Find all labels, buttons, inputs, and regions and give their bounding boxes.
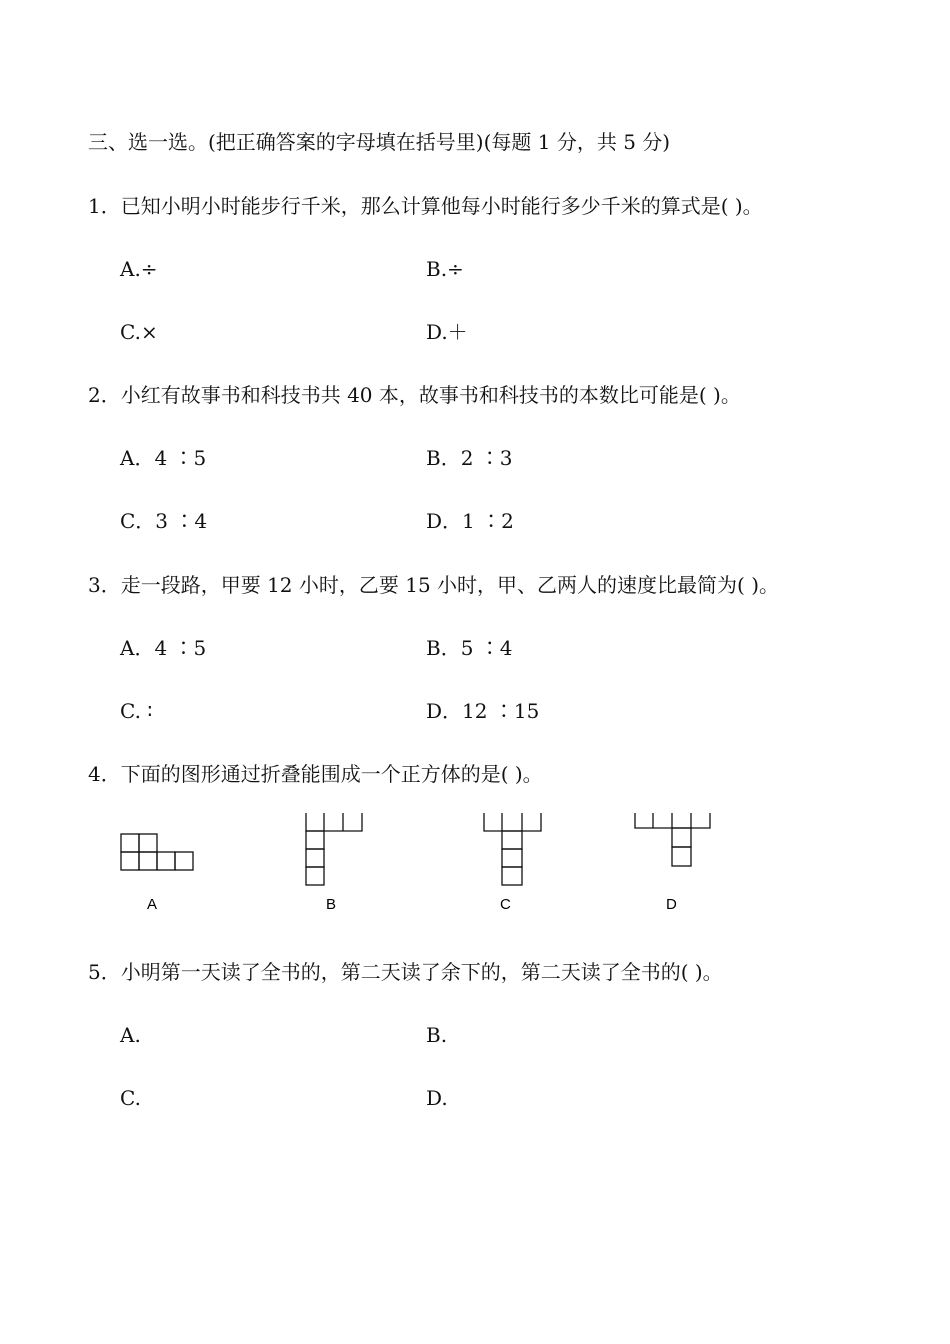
cube-net-a[interactable]	[121, 834, 193, 870]
question-5-option-b[interactable]: B.	[426, 1023, 448, 1047]
question-5-option-c[interactable]: C.	[120, 1086, 141, 1110]
question-1-option-b[interactable]: B.÷	[426, 257, 464, 281]
cube-net-c[interactable]	[484, 813, 541, 885]
cube-net-d[interactable]	[635, 813, 710, 866]
question-1-option-a[interactable]: A.÷	[120, 257, 158, 281]
question-2-stem: 2．小红有故事书和科技书共 40 本，故事书和科技书的本数比可能是( )。	[88, 383, 741, 407]
question-3-option-d[interactable]: D．12 ∶15	[426, 699, 540, 723]
figure-label-b: B	[326, 896, 337, 913]
question-5-option-a[interactable]: A.	[120, 1023, 141, 1047]
figure-label-c: C	[500, 896, 511, 913]
question-2-option-b[interactable]: B．2 ∶3	[426, 446, 513, 470]
question-3-option-a[interactable]: A．4 ∶5	[120, 636, 207, 660]
question-5-stem: 5．小明第一天读了全书的，第二天读了余下的，第二天读了全书的( )。	[88, 960, 723, 984]
question-3-option-b[interactable]: B．5 ∶4	[426, 636, 513, 660]
figure-label-a: A	[147, 896, 158, 913]
question-2-option-c[interactable]: C．3 ∶4	[120, 509, 208, 533]
cube-net-figures	[110, 808, 750, 918]
question-2-option-d[interactable]: D．1 ∶2	[426, 509, 514, 533]
question-4-stem: 4．下面的图形通过折叠能围成一个正方体的是( )。	[88, 762, 543, 786]
question-1-stem: 1．已知小明小时能步行千米，那么计算他每小时能行多少千米的算式是( )。	[88, 194, 763, 218]
question-2-option-a[interactable]: A．4 ∶5	[120, 446, 207, 470]
question-1-option-d[interactable]: D.＋	[426, 320, 468, 344]
question-3-stem: 3．走一段路，甲要 12 小时，乙要 15 小时，甲、乙两人的速度比最简为( )。	[88, 573, 780, 597]
question-3-option-c[interactable]: C. ∶	[120, 699, 153, 723]
question-5-option-d[interactable]: D.	[426, 1086, 448, 1110]
cube-net-b[interactable]	[306, 813, 362, 885]
question-1-option-c[interactable]: C.×	[120, 320, 158, 344]
section-title: 三、选一选。(把正确答案的字母填在括号里)(每题 1 分，共 5 分)	[88, 130, 671, 154]
figure-label-d: D	[666, 896, 677, 913]
